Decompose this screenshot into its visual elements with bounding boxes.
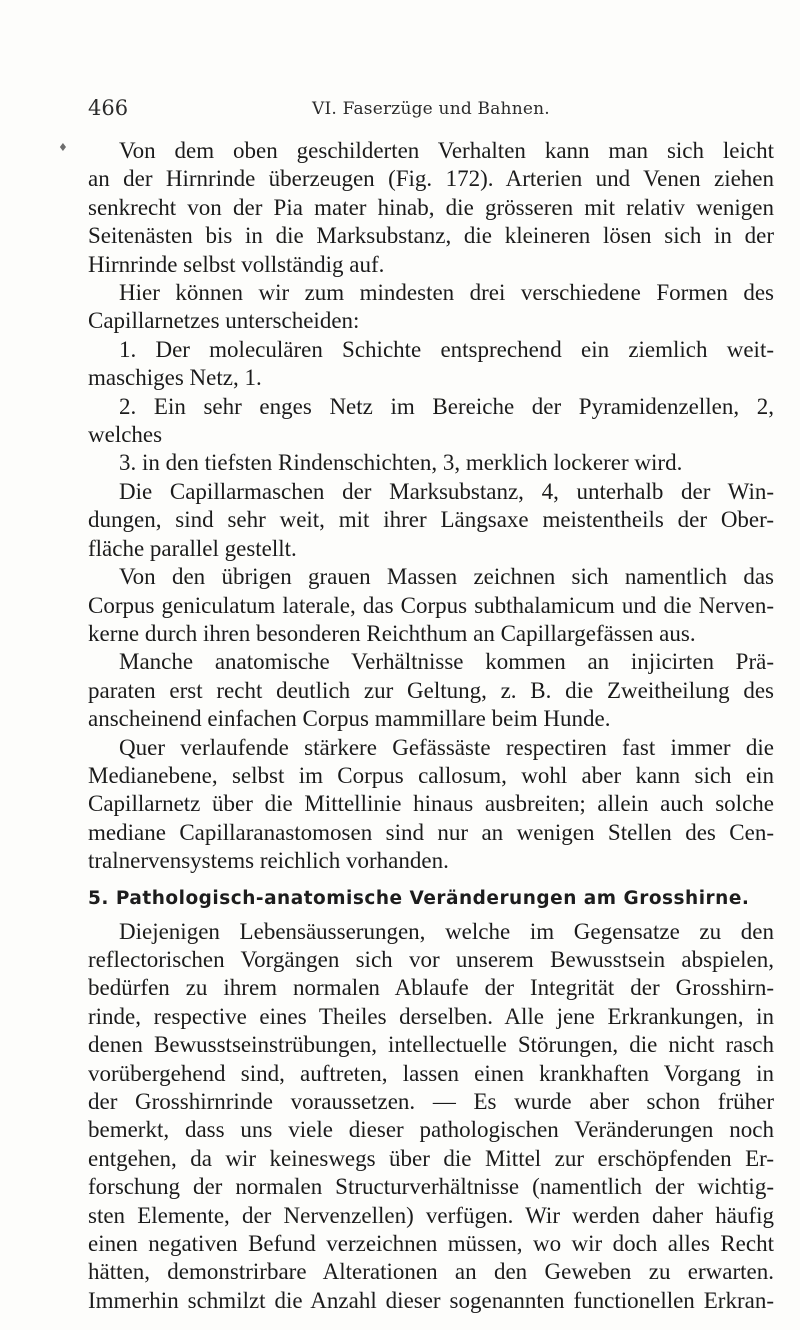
text-line: Hirnrinde selbst vollständig auf. bbox=[88, 251, 385, 277]
text-line: senkrecht von der Pia mater hinab, die grösseren mit relativ wenigen bbox=[88, 194, 774, 220]
section-heading: 5. Pathologisch-anatomische Veränderungen am Grosshirne. bbox=[88, 887, 750, 909]
text-line: rinde, respective eines Theiles derselben. Alle jene Erkrankungen, in bbox=[88, 1003, 774, 1029]
text-line: einen negativen Befund verzeichnen müssen, wo wir doch alles Recht bbox=[88, 1231, 774, 1257]
text-line: 2. Ein sehr enges Netz im Bereiche der Pyramidenzellen, 2, bbox=[119, 393, 774, 419]
text-line: paraten erst recht deutlich zur Geltung, z. B. die Zweitheilung des bbox=[88, 677, 774, 703]
text-line: maschiges Netz, 1. bbox=[88, 365, 262, 391]
text-line: welches bbox=[88, 422, 163, 448]
text-line: denen Bewusstseinstrübungen, intellectuelle Störungen, die nicht rasch bbox=[88, 1032, 774, 1058]
text-line: vorübergehend sind, auftreten, lassen einen krankhaften Vorgang in bbox=[88, 1060, 774, 1086]
page-header bbox=[88, 96, 770, 124]
text-line: forschung der normalen Structurverhältnisse (namentlich der wichtig- bbox=[88, 1174, 774, 1200]
text-line: Capillarnetzes unterscheiden: bbox=[88, 308, 360, 334]
text-line: Medianebene, selbst im Corpus callosum, wohl aber kann sich ein bbox=[88, 762, 774, 788]
text-line: Von den übrigen grauen Massen zeichnen sich namentlich das bbox=[119, 564, 774, 590]
paragraph bbox=[88, 279, 774, 336]
text-line: Von dem oben geschilderten Verhalten kann man sich leicht bbox=[119, 138, 774, 163]
paragraph bbox=[88, 734, 774, 876]
paragraph bbox=[88, 918, 774, 1316]
text-line: der Grosshirnrinde voraussetzen. — Es wurde aber schon früher bbox=[88, 1089, 774, 1114]
list-item bbox=[88, 393, 774, 450]
text-line: mediane Capillaranastomosen sind nur an wenigen Stellen des Cen- bbox=[88, 819, 774, 845]
text-line: kerne durch ihren besonderen Reichthum an Capillargefässen aus. bbox=[88, 620, 696, 646]
list-item bbox=[88, 449, 774, 477]
text-line: fläche parallel gestellt. bbox=[88, 535, 297, 561]
paragraph bbox=[88, 648, 774, 733]
text-line: sten Elemente, der Nervenzellen) verfügen. Wir werden daher häufig bbox=[88, 1202, 774, 1228]
text-line: Seitenästen bis in die Marksubstanz, die kleineren lösen sich in der bbox=[88, 223, 774, 249]
text-line: tralnervensystems reichlich vorhanden. bbox=[88, 848, 449, 874]
text-line: Corpus geniculatum laterale, das Corpus subthalamicum und die Nerven- bbox=[88, 592, 774, 618]
list-item bbox=[88, 336, 774, 393]
text-line: Diejenigen Lebensäusserungen, welche im Gegensatze zu den bbox=[119, 918, 774, 944]
text-line: Hier können wir zum mindesten drei verschiedene Formen des bbox=[119, 280, 774, 306]
text-line: Capillarnetz über die Mittellinie hinaus ausbreiten; allein auch solche bbox=[88, 791, 774, 817]
text-line: 3. in den tiefsten Rindenschichten, 3, merklich lockerer wird. bbox=[119, 450, 683, 476]
text-line: dungen, sind sehr weit, mit ihrer Längsaxe meistentheils der Ober- bbox=[88, 507, 774, 533]
text-line: hätten, demonstrirbare Alterationen an den Geweben zu erwarten. bbox=[88, 1259, 774, 1285]
page-number: 466 bbox=[88, 96, 129, 120]
text-line: Immerhin schmilzt die Anzahl dieser sogenannten functionellen Erkran- bbox=[88, 1287, 774, 1313]
text-line: Manche anatomische Verhältnisse kommen an injicirten Prä- bbox=[119, 649, 774, 675]
body-text bbox=[88, 137, 774, 1315]
text-line: Die Capillarmaschen der Marksubstanz, 4, unterhalb der Win- bbox=[119, 478, 774, 504]
text-line: anscheinend einfachen Corpus mammillare beim Hunde. bbox=[88, 706, 611, 732]
text-line: 1. Der moleculären Schichte entsprechend ein ziemlich weit- bbox=[119, 336, 774, 362]
running-head: VI. Faserzüge und Bahnen. bbox=[312, 99, 550, 119]
text-line: bemerkt, dass uns viele dieser pathologischen Veränderungen noch bbox=[88, 1117, 774, 1143]
text-line: reflectorischen Vorgängen sich vor unserem Bewusstsein abspielen, bbox=[88, 946, 774, 972]
paragraph bbox=[88, 137, 774, 279]
text-line: Quer verlaufende stärkere Gefässäste respectiren fast immer die bbox=[119, 734, 774, 760]
margin-mark: ♦ bbox=[58, 141, 68, 154]
text-line: entgehen, da wir keineswegs über die Mittel zur erschöpfenden Er- bbox=[88, 1145, 774, 1171]
paragraph bbox=[88, 478, 774, 563]
text-line: an der Hirnrinde überzeugen (Fig. 172). Arterien und Venen ziehen bbox=[88, 166, 774, 192]
text-line: bedürfen zu ihrem normalen Ablaufe der Integrität der Grosshirn- bbox=[88, 975, 774, 1001]
paragraph bbox=[88, 563, 774, 648]
